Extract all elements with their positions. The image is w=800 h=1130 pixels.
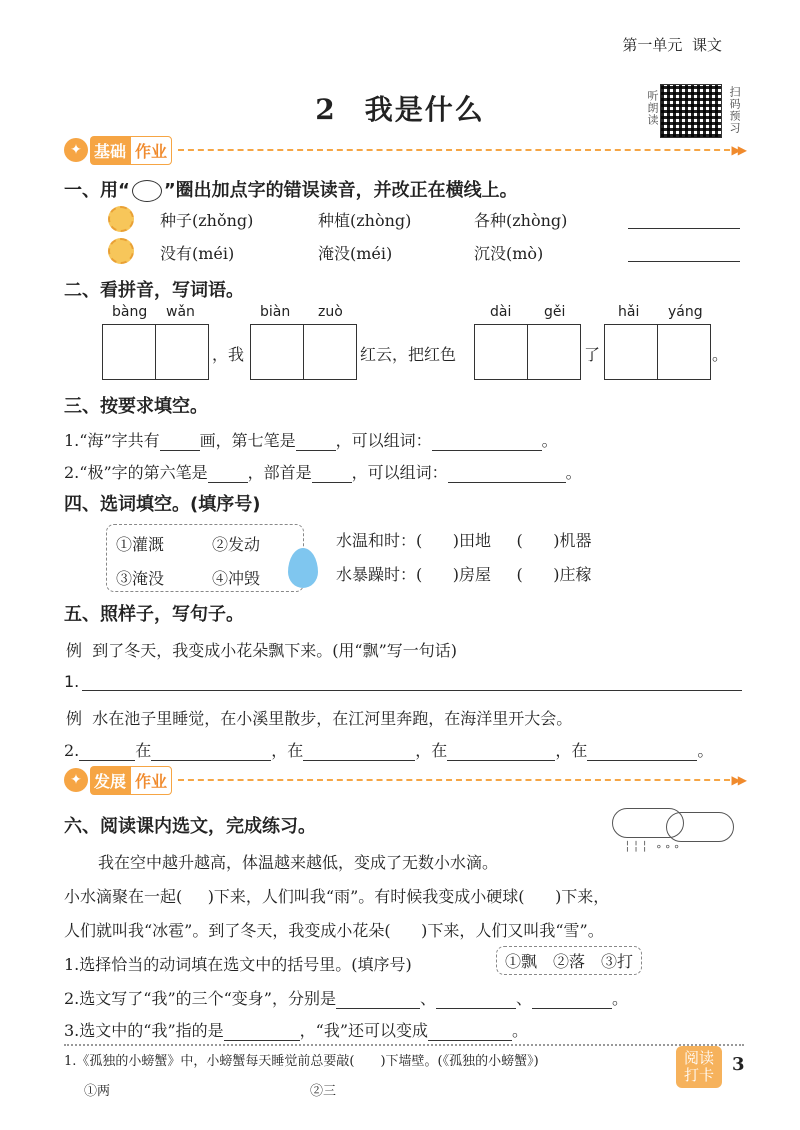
sun-icon xyxy=(108,238,134,264)
q5-num: 2. xyxy=(64,741,80,760)
q5-heading: 五、照样子，写句子。 xyxy=(64,604,244,625)
passage-line-1: 我在空中越升越高，体温越来越低，变成了无数小水滴。 xyxy=(98,853,499,872)
cloud-icon xyxy=(666,812,734,842)
example-tag: 例 xyxy=(66,641,83,660)
q4-text: 水暴躁时：( xyxy=(336,565,423,584)
q4-heading: 四、选词填空。(填序号) xyxy=(64,494,261,515)
lightbulb-icon: ✦ xyxy=(64,138,88,162)
banner-development xyxy=(64,766,744,794)
arrow-icon: ▶▶ xyxy=(731,143,744,157)
q3-line-2 xyxy=(64,460,582,483)
q1-item: 各种(zhòng) xyxy=(474,211,568,230)
rain-icon: ╎╎╎ ∘∘∘ xyxy=(624,840,683,853)
page-number: 3 xyxy=(732,1054,745,1075)
q6-sub-3 xyxy=(64,1018,528,1041)
q6-sub-2 xyxy=(64,986,628,1009)
unit-header xyxy=(622,34,722,55)
q2-text: ，我 xyxy=(212,345,245,364)
q1-item: 没有(méi) xyxy=(160,244,235,263)
blank[interactable] xyxy=(296,432,336,451)
q5-text: ，在 xyxy=(555,741,588,760)
write-box[interactable] xyxy=(102,324,209,380)
option: ②发动 xyxy=(212,535,261,554)
blank[interactable] xyxy=(587,742,697,761)
lightbulb-icon: ✦ xyxy=(64,768,88,792)
passage-line-3 xyxy=(64,918,604,941)
blank[interactable] xyxy=(79,742,135,761)
blank[interactable] xyxy=(447,742,555,761)
unit-label: 第一单元 xyxy=(622,36,683,54)
pinyin: hǎi xyxy=(618,304,640,320)
q6-text: 、 xyxy=(420,989,437,1008)
qr-left-label: 听朗读 xyxy=(646,90,659,126)
banner-dev-label: 发展 xyxy=(90,766,130,795)
write-box[interactable] xyxy=(250,324,357,380)
q4-text: 水温和时：( xyxy=(336,531,423,550)
passage-text: )下来，人们又叫我“雪”。 xyxy=(421,921,604,940)
q1-answer-line[interactable] xyxy=(628,243,740,262)
qr-right-label: 扫码预习 xyxy=(728,86,741,134)
q3-text: ，部首是 xyxy=(247,463,312,482)
banner-divider xyxy=(178,149,730,151)
answer-line[interactable] xyxy=(82,672,742,691)
example-text: 到了冬天，我变成小花朵飘下来。(用“飘”写一句话) xyxy=(92,641,458,660)
q5-text: 。 xyxy=(697,741,714,760)
blank[interactable] xyxy=(336,990,420,1009)
banner-basic xyxy=(64,136,744,164)
q5-line-2 xyxy=(64,738,713,761)
passage-line-2 xyxy=(64,884,609,907)
q6-text: 。 xyxy=(612,989,629,1008)
example-tag: 例 xyxy=(66,709,83,728)
option: ③淹没 xyxy=(116,569,165,588)
q4-text: )机器 xyxy=(553,531,592,550)
pinyin: gěi xyxy=(544,304,566,320)
lesson-number: 2 xyxy=(315,93,337,126)
footer-option: ①两 xyxy=(84,1084,111,1099)
water-drop-icon xyxy=(288,548,318,588)
passage-text: 小水滴聚在一起( xyxy=(64,887,183,906)
q3-text: 。 xyxy=(541,431,558,450)
q4-text: )田地 xyxy=(452,531,492,550)
pinyin: bàng xyxy=(112,304,148,320)
blank[interactable] xyxy=(432,432,542,451)
q4-text: )房屋 xyxy=(452,565,492,584)
q2-heading: 二、看拼音，写词语。 xyxy=(64,280,244,301)
blank[interactable] xyxy=(224,1022,300,1041)
banner-basic-tag: 作业 xyxy=(130,136,172,165)
q5-num: 1. xyxy=(64,672,80,691)
example-1 xyxy=(66,638,457,661)
blank[interactable] xyxy=(160,432,200,451)
q6-text: 2.选文写了“我”的三个“变身”，分别是 xyxy=(64,989,336,1008)
q4-row-2 xyxy=(336,562,591,585)
write-box[interactable] xyxy=(604,324,711,380)
banner-basic-label: 基础 xyxy=(90,136,130,165)
blank[interactable] xyxy=(208,464,248,483)
passage-text: 人们就叫我“冰雹”。到了冬天，我变成小花朵( xyxy=(64,921,391,940)
q3-text: ，可以组词： xyxy=(335,431,432,450)
footer-option: ②三 xyxy=(310,1084,337,1099)
q6-sub-1: 1.选择恰当的动词填在选文中的括号里。(填序号) xyxy=(64,955,412,974)
blank[interactable] xyxy=(436,990,516,1009)
q5-text: 在 xyxy=(135,741,152,760)
lesson-name: 我是什么 xyxy=(364,93,485,126)
banner-dev-tag: 作业 xyxy=(130,766,172,795)
q1-heading xyxy=(64,176,518,202)
q1-item: 种子(zhǒng) xyxy=(160,211,254,230)
q1-answer-line[interactable] xyxy=(628,210,740,229)
write-box[interactable] xyxy=(474,324,581,380)
q6-text: 。 xyxy=(512,1021,529,1040)
option: ①灌溉 xyxy=(116,535,165,554)
footer-question: 1.《孤独的小螃蟹》中，小螃蟹每天睡觉前总要敲( )下墙壁。(《孤独的小螃蟹》) xyxy=(64,1054,539,1069)
option: ④冲毁 xyxy=(212,569,261,588)
sun-icon xyxy=(108,206,134,232)
q2-text: 红云，把红色 xyxy=(360,345,457,364)
q3-text: 1.“海”字共有 xyxy=(64,431,160,450)
q3-heading: 三、按要求填空。 xyxy=(64,396,208,417)
pinyin: yáng xyxy=(668,304,703,320)
pinyin: dài xyxy=(490,304,512,320)
example-2 xyxy=(66,706,572,729)
q4-text: ( xyxy=(516,565,523,584)
pinyin: zuò xyxy=(318,304,343,320)
blank[interactable] xyxy=(448,464,566,483)
q3-line-1 xyxy=(64,428,558,451)
blank[interactable] xyxy=(151,742,271,761)
q3-text: 画，第七笔是 xyxy=(199,431,296,450)
q5-text: ，在 xyxy=(271,741,304,760)
reading-checkin-badge[interactable]: 阅读打卡 xyxy=(676,1046,722,1088)
q2-text: 了 xyxy=(584,345,601,364)
blank[interactable] xyxy=(312,464,352,483)
banner-divider xyxy=(178,779,730,781)
blank[interactable] xyxy=(428,1022,512,1041)
footer-divider xyxy=(64,1044,744,1046)
q2-text: 。 xyxy=(712,345,729,364)
q6-options: ①飘 ②落 ③打 xyxy=(496,946,642,975)
q4-text: ( xyxy=(516,531,523,550)
type-label: 课文 xyxy=(691,36,722,54)
passage-text: )下来，人们叫我“雨”。有时候我变成小硬球( xyxy=(207,887,525,906)
q6-heading: 六、阅读课内选文，完成练习。 xyxy=(64,816,316,837)
pinyin: biàn xyxy=(260,304,291,320)
q3-text: 2.“极”字的第六笔是 xyxy=(64,463,208,482)
q4-text: )庄稼 xyxy=(553,565,592,584)
passage-text: )下来， xyxy=(555,887,610,906)
q1-heading-pre: 一、用“ xyxy=(64,180,130,201)
qr-code-icon[interactable] xyxy=(660,84,722,138)
q5-text: ，在 xyxy=(415,741,448,760)
q1-item: 淹没(méi) xyxy=(318,244,393,263)
blank[interactable] xyxy=(303,742,415,761)
circle-icon xyxy=(132,180,162,202)
q1-heading-post: ”圈出加点字的错误读音，并改正在横线上。 xyxy=(163,180,518,201)
q6-text: 、 xyxy=(516,989,533,1008)
pinyin: wǎn xyxy=(166,304,195,320)
q6-text: ，“我”还可以变成 xyxy=(299,1021,429,1040)
arrow-icon: ▶▶ xyxy=(731,773,744,787)
example-text: 水在池子里睡觉，在小溪里散步，在江河里奔跑，在海洋里开大会。 xyxy=(92,709,573,728)
q3-text: 。 xyxy=(565,463,582,482)
q6-text: 3.选文中的“我”指的是 xyxy=(64,1021,224,1040)
q3-text: ，可以组词： xyxy=(351,463,448,482)
blank[interactable] xyxy=(532,990,612,1009)
q4-row-1 xyxy=(336,528,591,551)
q1-item: 种植(zhòng) xyxy=(318,211,412,230)
q1-item: 沉没(mò) xyxy=(474,244,544,263)
